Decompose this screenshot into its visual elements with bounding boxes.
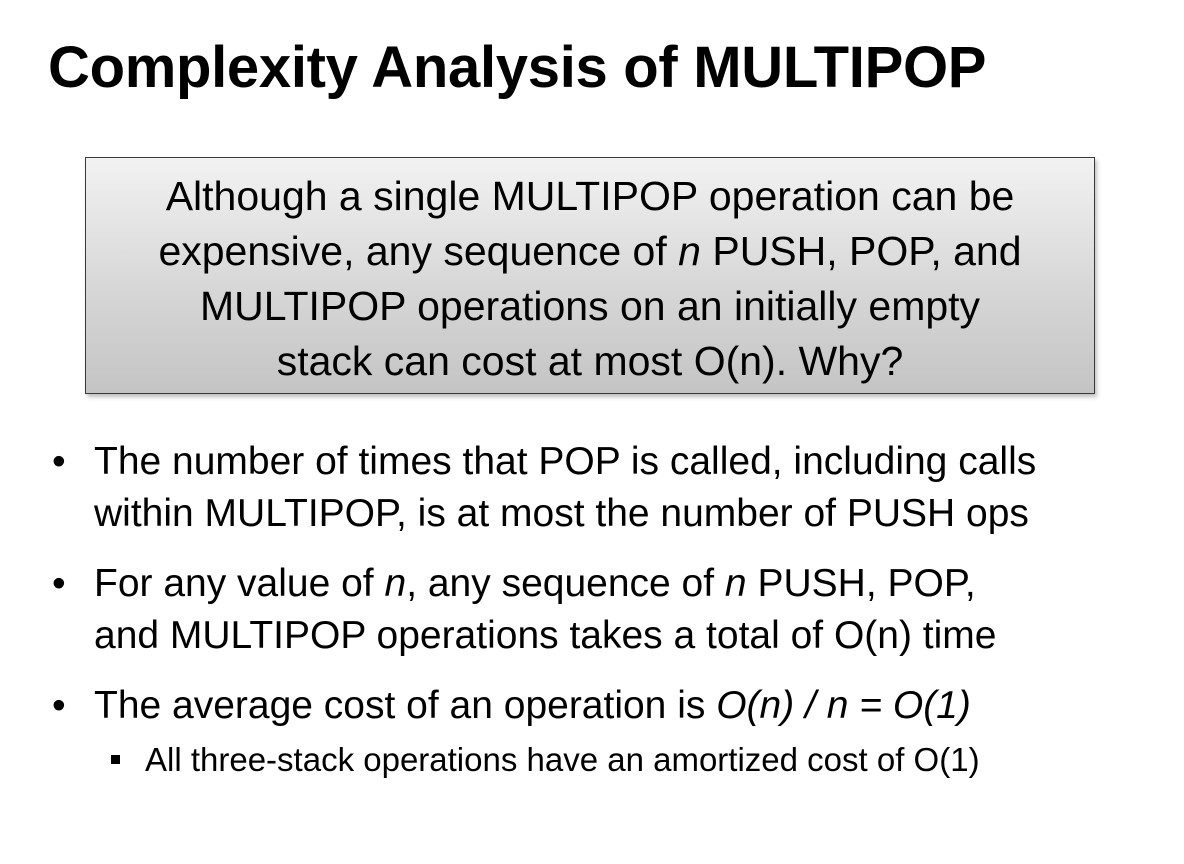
bullet-italic-formula: O(n) / n = O(1): [716, 684, 971, 727]
slide-title: Complexity Analysis of MULTIPOP: [48, 35, 987, 100]
bullet-line: The number of times that POP is called, including calls: [94, 440, 1037, 483]
bullet-text: For any value of: [94, 562, 385, 605]
bullet-line: [94, 680, 1168, 732]
callout-italic-n: n: [678, 228, 701, 274]
callout-line-3: MULTIPOP operations on an initially empty: [199, 283, 981, 329]
sub-bullet-item-amortized: [48, 738, 1168, 782]
bullet-marker: •: [52, 440, 66, 483]
bullet-line: within MULTIPOP, is at most the number of PUSH ops: [94, 492, 1029, 535]
bullet-line: and MULTIPOP operations takes a total of O(n) time: [94, 614, 997, 657]
callout-line-2-part-a: expensive, any sequence of: [158, 228, 679, 274]
callout-box: [85, 157, 1095, 394]
callout-line-2: [86, 224, 1094, 279]
bullet-italic-n: n: [724, 562, 747, 605]
bullet-list: [48, 436, 1168, 782]
bullet-item-total-time: [48, 558, 1168, 662]
callout-line-4: stack can cost at most O(n). Why?: [276, 338, 904, 384]
bullet-item-average-cost: [48, 680, 1168, 732]
bullet-italic-n: n: [384, 562, 407, 605]
bullet-marker: •: [52, 684, 66, 727]
square-bullet-icon: [111, 755, 120, 764]
sub-bullet-text: All three-stack operations have an amortized cost of O(1): [145, 741, 980, 778]
bullet-item-pop-count: [48, 436, 1168, 540]
bullet-marker: •: [52, 562, 66, 605]
callout-line-2-part-b: PUSH, POP, and: [700, 228, 1022, 274]
callout-line-1: Although a single MULTIPOP operation can be: [165, 173, 1015, 219]
bullet-text: The average cost of an operation is: [94, 684, 717, 727]
bullet-text: , any sequence of: [406, 562, 725, 605]
bullet-text: PUSH, POP,: [746, 562, 976, 605]
bullet-line: [94, 558, 1168, 610]
